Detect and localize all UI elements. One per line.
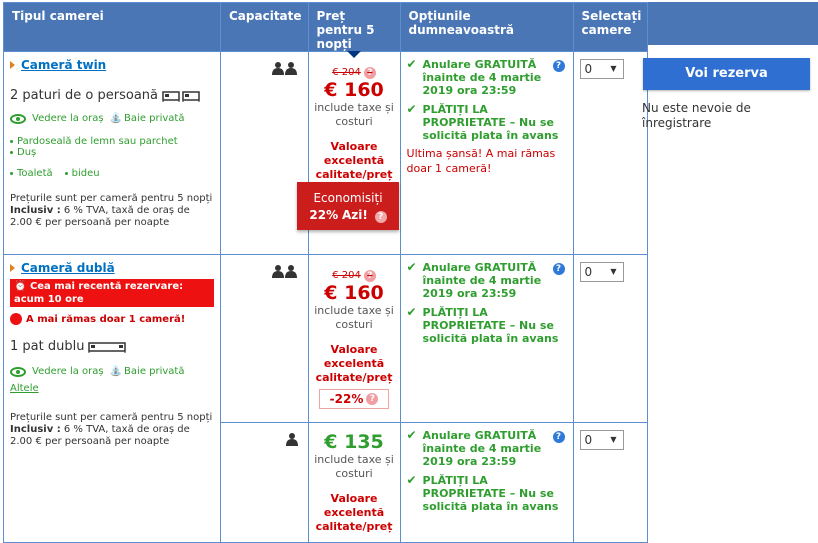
table-header-row: [4, 3, 648, 52]
check-icon: ✔: [406, 102, 417, 116]
select-cell-single-use: [573, 423, 648, 543]
options-twin: [400, 52, 573, 255]
option-free-cancel: Anulare GRATUITĂ înainte de 4 martie 2019 ora 23:59: [422, 261, 542, 300]
amenity-bidet: bideu: [71, 168, 100, 179]
option-free-cancel: Anulare GRATUITĂ înainte de 4 martie 2019 ora 23:59: [422, 429, 542, 468]
city-view-icon: [10, 367, 26, 377]
facility-bathroom: Baie privată: [124, 366, 185, 377]
old-price: € 204 ?: [332, 67, 376, 79]
room-quantity-select[interactable]: 0 ▼: [580, 262, 624, 282]
table-row: [4, 255, 648, 423]
info-icon[interactable]: ?: [553, 263, 565, 275]
price-cell-double: [308, 255, 400, 423]
options-single-use: [400, 423, 573, 543]
includes-taxes: include taxe și costuri: [314, 453, 394, 480]
alert-dot-icon: [10, 313, 22, 325]
capacity-two: [221, 52, 309, 255]
check-icon: ✔: [406, 428, 417, 442]
check-icon: ✔: [406, 473, 417, 487]
info-icon[interactable]: ?: [553, 60, 565, 72]
includes-taxes: include taxe și costuri: [314, 304, 394, 331]
recent-booking-badge: ⏰ Cea mai recentă rezervare: acum 10 ore: [10, 279, 214, 307]
price-cell-single-use: [308, 423, 400, 543]
room-table: [3, 2, 648, 543]
two-persons-icon: [272, 62, 298, 75]
includes-taxes: include taxe și costuri: [314, 101, 394, 128]
shower-icon: ⛲: [109, 113, 123, 124]
savings-today: Azi!: [341, 208, 368, 222]
select-cell-double: [573, 255, 648, 423]
header-capacity: Capacitate: [221, 3, 309, 52]
current-price: € 160: [324, 79, 384, 101]
single-bed-icon: [162, 90, 200, 102]
value-badge: Valoare excelentă calitate/preț: [315, 343, 393, 384]
header-price: [308, 3, 400, 52]
header-options: Opțiunile dumneavoastră: [400, 3, 573, 52]
savings-label: Economisiți: [313, 191, 383, 205]
last-chance-text: Ultima șansă! A mai rămas doar 1 cameră!: [406, 147, 556, 175]
sidebar-header: [636, 2, 818, 45]
value-badge: Valoare excelentă calitate/preț: [315, 140, 393, 181]
room-link-double[interactable]: Cameră dublă: [21, 261, 115, 275]
option-pay-property: PLĂTIȚI LA PROPRIETATE – Nu se solicită plata în avans: [422, 306, 559, 345]
room-info-twin: [4, 52, 221, 255]
room-arrow-icon: [10, 61, 15, 69]
capacity-one: [221, 423, 309, 543]
tax-note: Inclusiv : 6 % TVA, taxă de oraș de 2.00 € per persoană per noapte: [10, 424, 190, 447]
help-icon[interactable]: ?: [366, 393, 378, 405]
info-icon[interactable]: ?: [553, 431, 565, 443]
no-registration-text: Nu este nevoie de înregistrare: [642, 101, 751, 130]
bed-description: 2 paturi de o persoană: [10, 88, 159, 103]
header-price-label: Preț pentru 5 nopți: [316, 9, 375, 51]
check-icon: ✔: [406, 57, 417, 71]
header-room-type: Tipul camerei: [4, 3, 221, 52]
current-price: € 160: [324, 282, 384, 304]
discount-badge: -22% ?: [319, 389, 390, 409]
savings-percent: 22%: [309, 208, 339, 222]
amenity-toilet: Toaletă: [17, 168, 53, 179]
room-link-twin[interactable]: Cameră twin: [21, 58, 107, 72]
more-facilities-link[interactable]: Altele: [10, 383, 39, 394]
option-pay-property: PLĂTIȚI LA PROPRIETATE – Nu se solicită plata în avans: [422, 103, 559, 142]
only-one-left: A mai rămas doar 1 cameră!: [10, 313, 214, 325]
bed-description: 1 pat dublu: [10, 339, 85, 354]
header-price-arrow: [347, 51, 361, 58]
check-icon: ✔: [406, 305, 417, 319]
current-price: € 135: [324, 431, 384, 453]
select-cell-twin: [573, 52, 648, 255]
option-free-cancel: Anulare GRATUITĂ înainte de 4 martie 2019 ora 23:59: [422, 58, 542, 97]
option-pay-property: PLĂTIȚI LA PROPRIETATE – Nu se solicită plata în avans: [422, 474, 559, 513]
one-person-icon: [286, 433, 298, 446]
city-view-icon: [10, 114, 26, 124]
room-info-double: [4, 255, 221, 543]
check-icon: ✔: [406, 260, 417, 274]
savings-badge: [297, 182, 399, 230]
tax-note: Inclusiv : 6 % TVA, taxă de oraș de 2.00 € per persoană per noapte: [10, 205, 190, 228]
room-quantity-select[interactable]: 0 ▼: [580, 59, 624, 79]
alarm-icon: ⏰: [14, 281, 30, 292]
facility-bathroom: Baie privată: [124, 113, 185, 124]
header-select: Selectați camere: [573, 3, 648, 52]
room-quantity-select[interactable]: 0 ▼: [580, 430, 624, 450]
capacity-two: [221, 255, 309, 423]
price-note: Prețurile sunt per cameră pentru 5 nopți: [10, 412, 213, 423]
help-icon[interactable]: ?: [364, 67, 376, 79]
value-badge: Valoare excelentă calitate/preț: [315, 492, 393, 533]
amenity-shower: Duș: [17, 147, 37, 158]
help-icon[interactable]: ?: [375, 211, 387, 223]
old-price: € 204 ?: [332, 270, 376, 282]
help-icon[interactable]: ?: [364, 270, 376, 282]
double-bed-icon: [88, 341, 126, 353]
room-arrow-icon: [10, 264, 15, 272]
reserve-button[interactable]: Voi rezerva: [643, 58, 810, 90]
options-double: [400, 255, 573, 423]
facility-city-view: Vedere la oraș: [32, 366, 104, 377]
price-note: Prețurile sunt per cameră pentru 5 nopți: [10, 193, 213, 204]
facility-city-view: Vedere la oraș: [32, 113, 104, 124]
amenity-floor: Pardoseală de lemn sau parchet: [17, 136, 178, 147]
shower-icon: ⛲: [109, 366, 123, 377]
two-persons-icon: [272, 265, 298, 278]
